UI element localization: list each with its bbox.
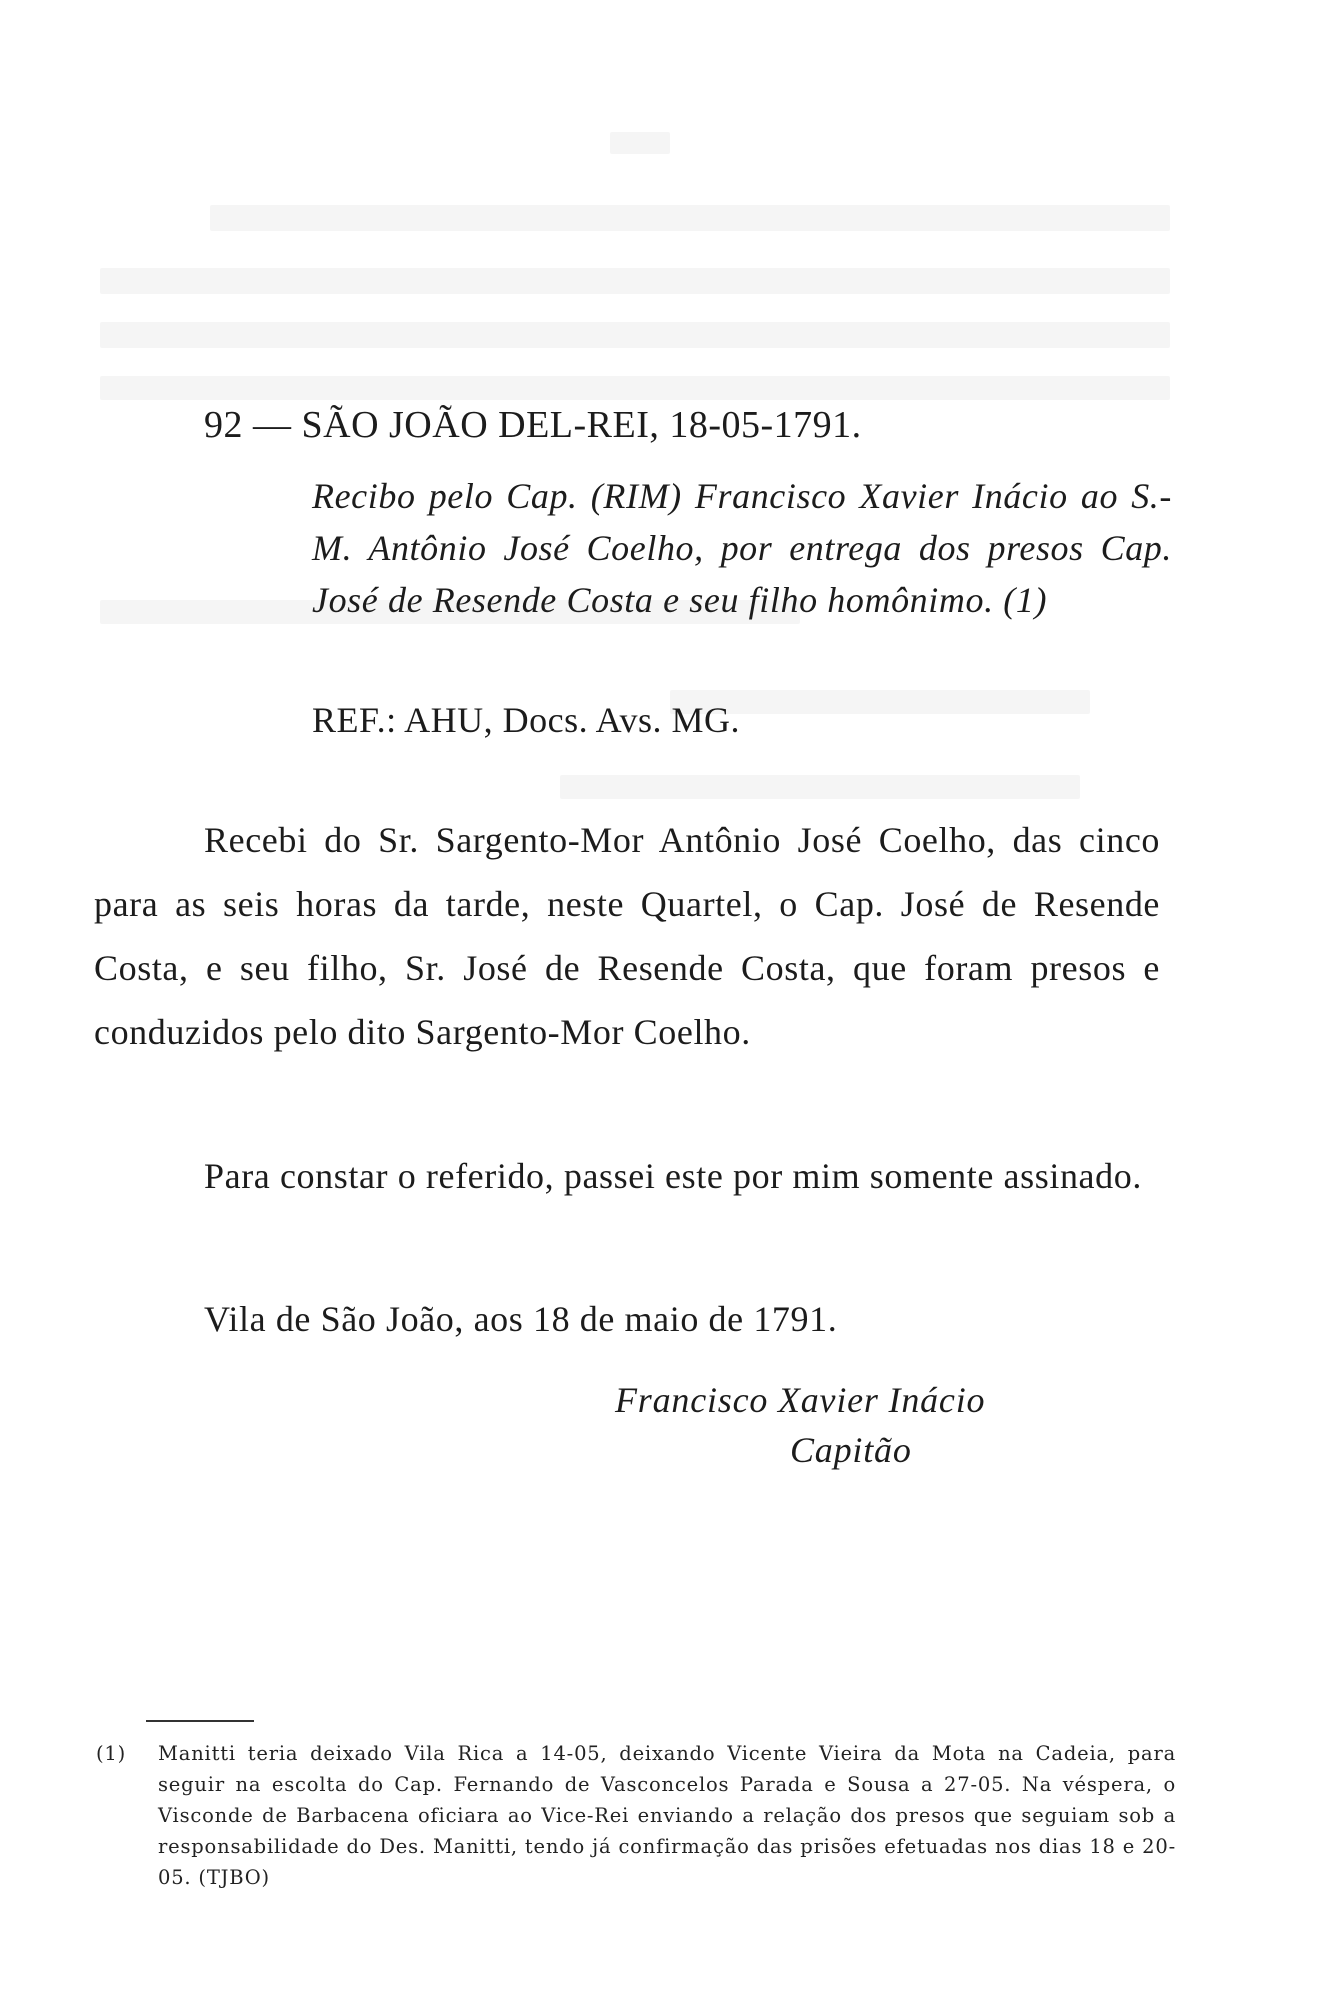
signature-name: Francisco Xavier Inácio	[615, 1380, 986, 1420]
footnote-divider	[146, 1720, 254, 1722]
bleed-through-line	[560, 775, 1080, 799]
footnote-text: Manitti teria deixado Vila Rica a 14-05, deixando Vicente Vieira da Mota na Cadeia, para seguir na escolta do Cap. Fernando de Vasconcelos Parada e Sousa a 27-05. Na véspera, o Visconde de Barbacena oficiara ao Vice-Rei enviando a relação dos presos que seguiam sob a responsabilidade do Des. Manitti, tendo já confirmação das prisões efetuadas nos dias 18 e 20-05. (TJBO)	[158, 1742, 1176, 1889]
entry-reference: REF.: AHU, Docs. Avs. MG.	[312, 700, 740, 740]
bleed-through-line	[100, 268, 1170, 294]
bleed-through-line	[100, 322, 1170, 348]
bleed-through-line	[610, 132, 670, 154]
entry-heading: 92 — SÃO JOÃO DEL-REI, 18-05-1791.	[204, 404, 862, 446]
signature-block	[615, 1375, 1175, 1475]
bleed-through-line	[100, 376, 1170, 400]
body-paragraph-attestation: Para constar o referido, passei este por mim somente assinado.	[204, 1156, 1142, 1196]
body-paragraph-receipt: Recebi do Sr. Sargento-Mor Antônio José Coelho, das cinco para as seis horas da tarde, neste Quartel, o Cap. José de Resende Costa, e seu filho, Sr. José de Resende Costa, que foram presos e conduzidos pelo dito Sargento-Mor Coelho.	[94, 820, 1160, 1052]
signature-title: Capitão	[790, 1430, 912, 1470]
entry-summary: Recibo pelo Cap. (RIM) Francisco Xavier Inácio ao S.-M. Antônio José Coelho, por entrega dos presos Cap. José de Resende Costa e seu filho homônimo. (1)	[312, 476, 1172, 620]
footnote	[96, 1738, 1176, 1893]
footnote-marker: (1)	[96, 1742, 127, 1765]
bleed-through-line	[210, 205, 1170, 231]
body-paragraph-place-date: Vila de São João, aos 18 de maio de 1791.	[204, 1299, 838, 1339]
